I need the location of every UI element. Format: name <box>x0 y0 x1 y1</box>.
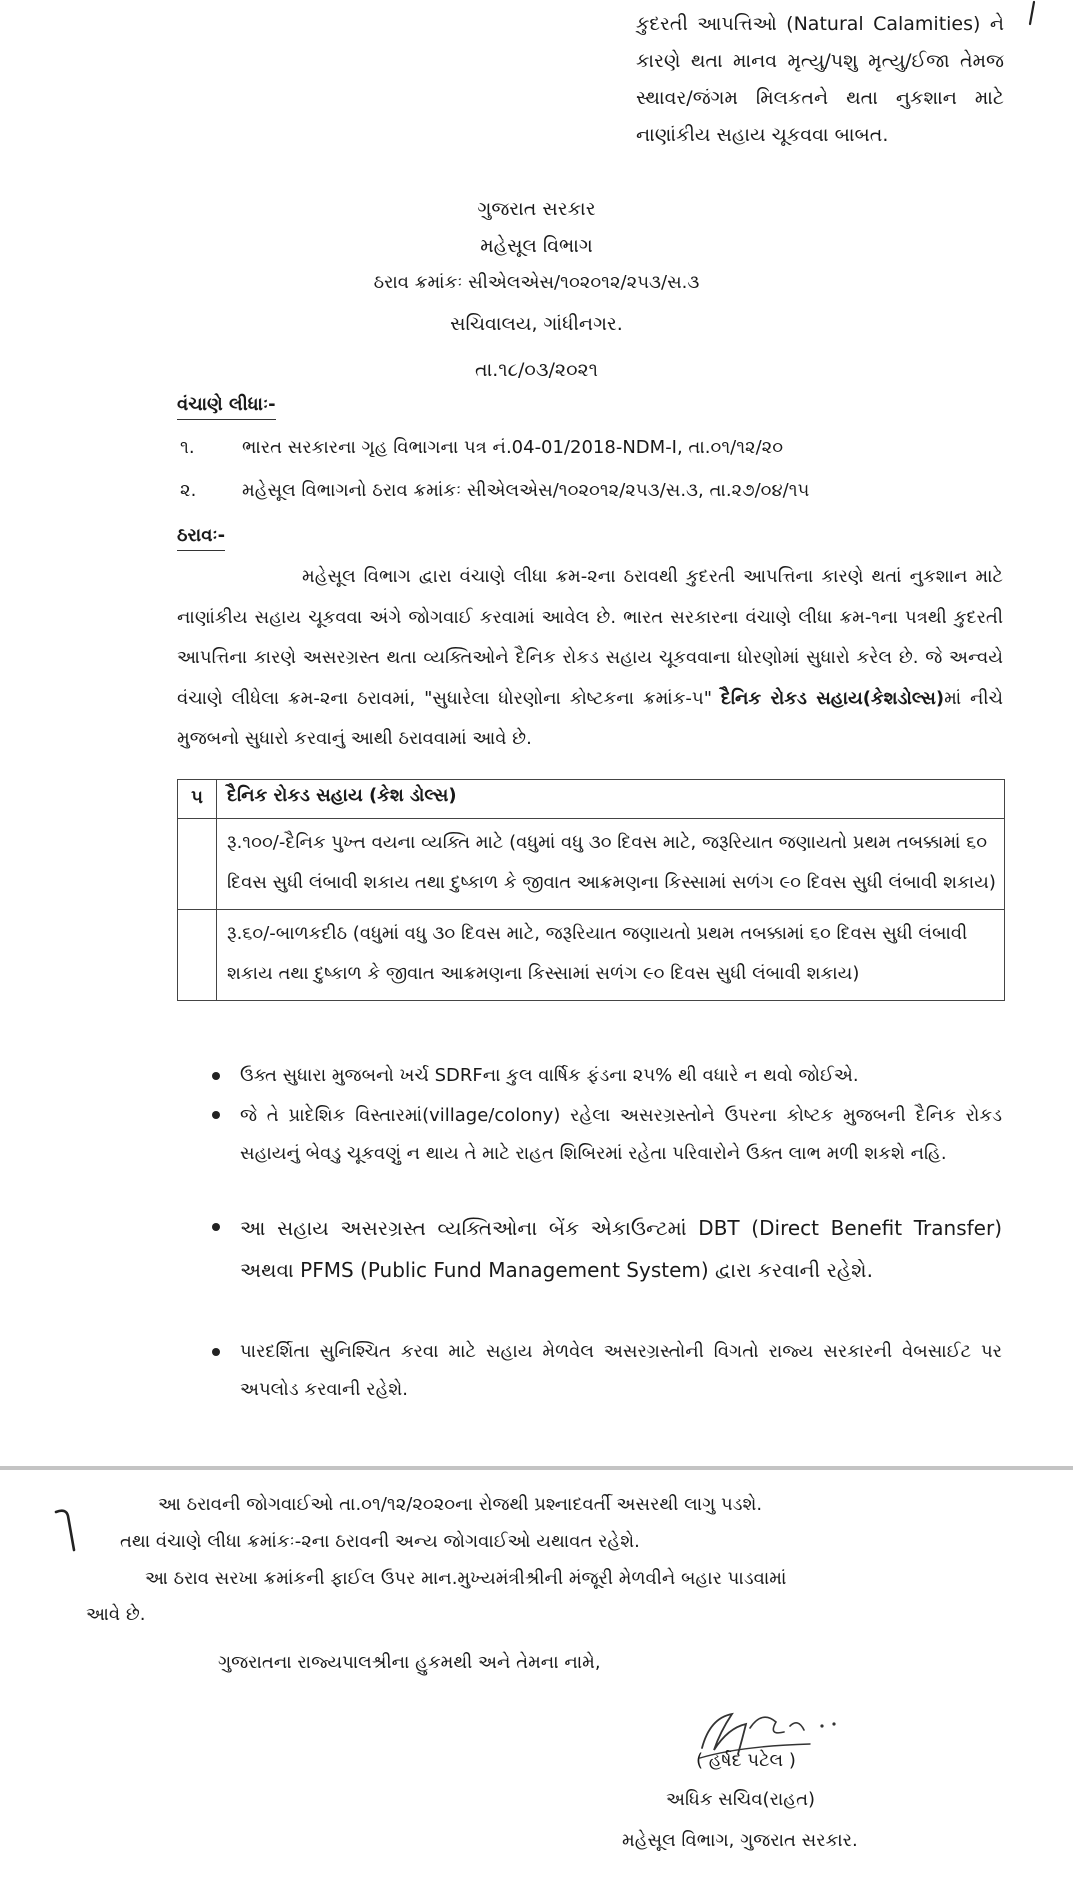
table-header-row <box>178 780 1005 819</box>
closing-line: આ ઠરાવની જોગવાઈઓ તા.૦૧/૧૨/૨૦૨૦ના રોજથી પ્રશ્નાદવર્તી અસરથી લાગુ પડશે. <box>158 1494 763 1515</box>
resolution-text-part1: મહેસૂલ વિભાગ દ્વારા વંચાણે લીધા ક્રમ-૨ના ઠરાવથી કુદરતી આપત્તિના કારણે થતાં નુકશાન માટે નાણાંકીય સહાય ચૂકવવા અંગે જોગવાઈ કરવામાં આવેલ છે. ભારત સરકારના વંચાણે લીધા ક્રમ-૧ના પત્રથી કુદરતી આપત્તિના કારણે અસરગ્રસ્ત થતા વ્યક્તિઓને દૈનિક રોકડ સહાય ચૂકવવાના ધોરણોમાં સુધારો કરેલ છે. જે અન્વયે વંચાણે લીધેલા ક્રમ-૨ના ઠરાવમાં, "સુધારેલા ધોરણોના કોષ્ટકના ક્રમાંક-૫" <box>177 566 1003 709</box>
resolution-text-part2: માં નીચે મુજબનો સુધારો કરવાનું આથી ઠરાવવામાં આવે છે. <box>177 687 1003 749</box>
signatory-name: ( હર્ષદ પટેલ ) <box>696 1750 796 1771</box>
signatory-designation: અધિક સચિવ(રાહત) <box>666 1789 816 1810</box>
read-item-number: ૨. <box>180 480 197 501</box>
table-row <box>178 819 1005 910</box>
bullet-icon <box>212 1111 220 1119</box>
bullet-icon <box>212 1072 220 1080</box>
handwritten-page-mark-icon <box>52 1506 82 1554</box>
page-divider <box>0 1466 1073 1470</box>
table-title-cell: દૈનિક રોકડ સહાય (કેશ ડોલ્સ) <box>217 780 1005 819</box>
resolution-date: તા.૧૮/૦૩/૨૦૨૧ <box>474 359 598 381</box>
handwritten-mark-icon <box>1022 0 1042 28</box>
resolution-number: ઠરાવ ક્રમાંકઃ સીએલએસ/૧૦૨૦૧૨/૨૫૩/સ.૩ <box>373 272 700 293</box>
bullet-item: પારદર્શિતા સુનિશ્ચિત કરવા માટે સહાય મેળવેલ અસરગ્રસ્તોની વિગતો રાજ્ય સરકારની વેબસાઈટ પર અપલોડ કરવાની રહેશે. <box>240 1341 1002 1400</box>
signatory-office: મહેસૂલ વિભાગ, ગુજરાત સરકાર. <box>622 1830 858 1851</box>
closing-line: તથા વંચાણે લીધા ક્રમાંકઃ-૨ના ઠરાવની અન્ય જોગવાઈઓ યથાવત રહેશે. <box>120 1531 640 1552</box>
department-name: મહેસૂલ વિભાગ <box>480 235 593 257</box>
bullet-item: આ સહાય અસરગ્રસ્ત વ્યક્તિઓના બેંક એકાઉન્ટમાં DBT (Direct Benefit Transfer) અથવા PFMS (Public Fund Management System) દ્વારા કરવાની રહેશે. <box>240 1216 1002 1282</box>
read-item-text: ભારત સરકારના ગૃહ વિભાગના પત્ર નં.04-01/2018-NDM-I, તા.૦૧/૧૨/૨૦ <box>242 437 784 458</box>
table-number-cell: ૫ <box>178 780 217 819</box>
closing-line: આ ઠરાવ સરખા ક્રમાંકની ફાઈલ ઉપર માન.મુખ્યમંત્રીશ્રીની મંજૂરી મેળવીને બહાર પાડવામાં <box>145 1568 787 1589</box>
resolution-text-bold: દૈનિક રોકડ સહાય(કેશડોલ્સ) <box>720 687 945 709</box>
government-name: ગુજરાત સરકાર <box>477 198 596 220</box>
bullet-icon <box>212 1348 220 1356</box>
governor-order-line: ગુજરાતના રાજ્યપાલશ્રીના હુકમથી અને તેમના નામે, <box>218 1652 601 1673</box>
resolution-heading: ઠરાવઃ- <box>177 525 225 546</box>
table-row <box>178 910 1005 1001</box>
read-item-number: ૧. <box>180 437 195 458</box>
bullet-item: ઉક્ત સુધારા મુજબનો ખર્ચ SDRFના કુલ વાર્ષિક ફંડના ૨૫% થી વધારે ન થવો જોઈએ. <box>240 1065 859 1086</box>
table-cell-adult: રૂ.૧૦૦/-દૈનિક પુખ્ત વયના વ્યક્તિ માટે (વધુમાં વધુ ૩૦ દિવસ માટે, જરૂરિયાત જણાયતો પ્રથમ તબક્કામાં ૬૦ દિવસ સુધી લંબાવી શકાય તથા દુષ્કાળ કે જીવાત આક્રમણના કિસ્સામાં સળંગ ૯૦ દિવસ સુધી લંબાવી શકાય) <box>217 819 1005 910</box>
bullet-item: જે તે પ્રાદેશિક વિસ્તારમાં(village/colony) રહેલા અસરગ્રસ્તોને ઉપરના કોષ્ટક મુજબની દૈનિક રોકડ સહાયનું બેવડુ ચૂકવણું ન થાય તે માટે રાહત શિબિરમાં રહેતા પરિવારોને ઉક્ત લાભ મળી શકશે નહિ. <box>240 1105 1002 1164</box>
bullet-icon <box>212 1223 220 1231</box>
subject-text: કુદરતી આપત્તિઓ (Natural Calamities) ને કારણે થતા માનવ મૃત્યુ/પશુ મૃત્યુ/ઈજા તેમજ સ્થાવર/જંગમ મિલકતને થતા નુકશાન માટે નાણાંકીય સહાય ચૂકવવા બાબત. <box>636 13 1004 146</box>
place: સચિવાલય, ગાંધીનગર. <box>450 313 623 335</box>
resolution-paragraph <box>177 557 1003 760</box>
read-item-text: મહેસૂલ વિભાગનો ઠરાવ ક્રમાંકઃ સીએલએસ/૧૦૨૦૧૨/૨૫૩/સ.૩, તા.૨૭/૦૪/૧૫ <box>242 480 810 501</box>
read-heading: વંચાણે લીધાઃ- <box>177 394 276 415</box>
table-cell-child: રૂ.૬૦/-બાળકદીઠ (વધુમાં વધુ ૩૦ દિવસ માટે, જરૂરિયાત જણાયતો પ્રથમ તબક્કામાં ૬૦ દિવસ સુધી લંબાવી શકાય તથા દુષ્કાળ કે જીવાત આક્રમણના કિસ્સામાં સળંગ ૯૦ દિવસ સુધી લંબાવી શકાય) <box>217 910 1005 1001</box>
closing-line: આવે છે. <box>86 1604 146 1625</box>
cash-doles-table <box>177 779 1005 1001</box>
